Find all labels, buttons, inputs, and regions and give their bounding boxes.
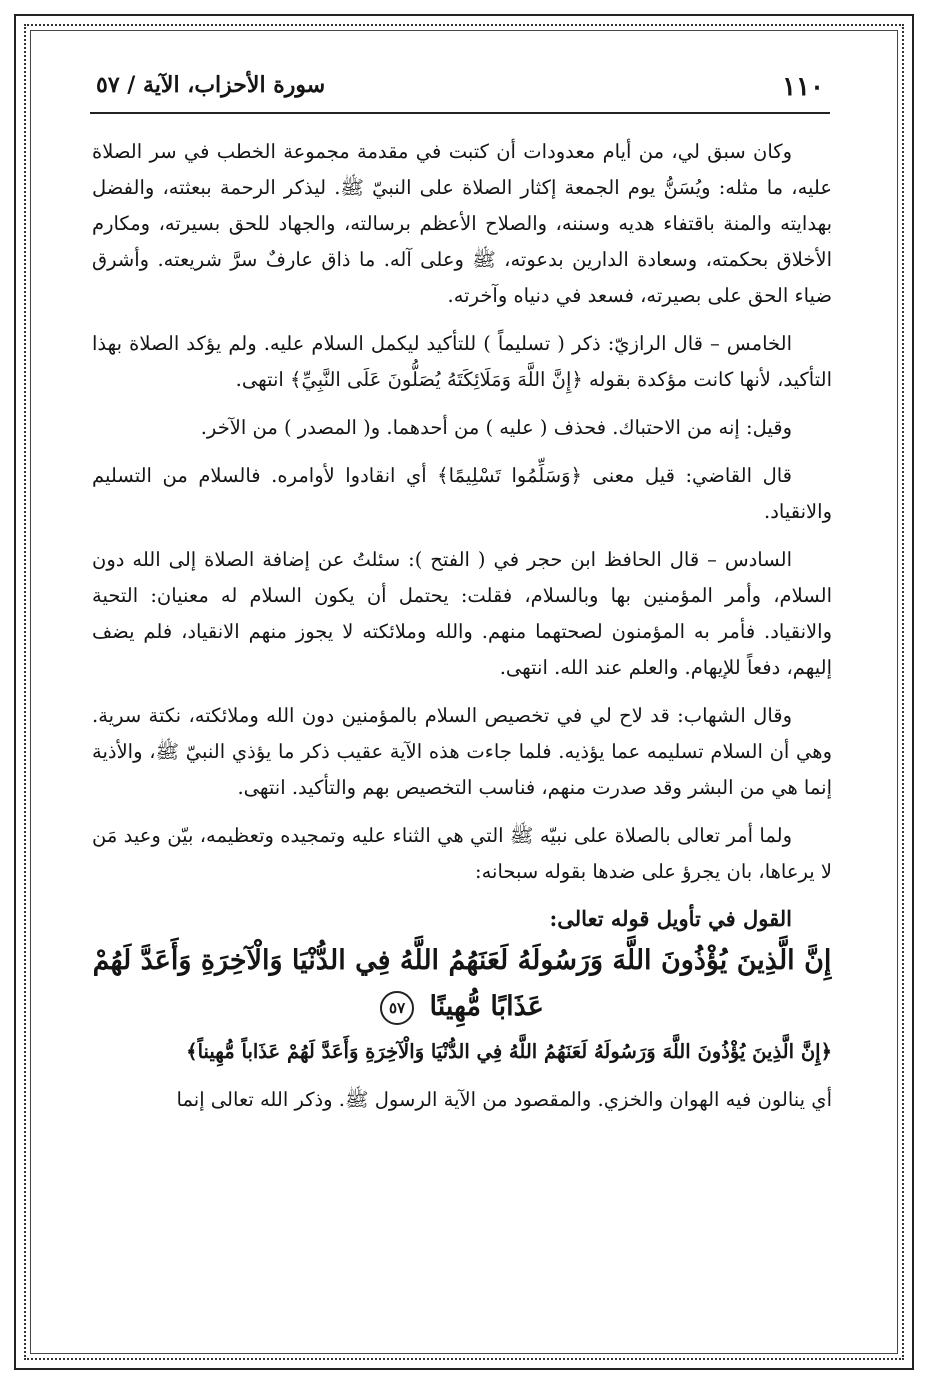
page-body xyxy=(92,134,832,1130)
running-title: سورة الأحزاب، الآية / ٥٧ xyxy=(96,72,326,98)
paragraph-3: وقيل: إنه من الاحتباك. فحذف ( عليه ) من أحدهما. و( المصدر ) من الآخر. xyxy=(200,416,792,439)
page-header xyxy=(90,66,830,114)
page-number: ١١٠ xyxy=(782,72,824,102)
verse-number-icon: ٥٧ xyxy=(380,991,414,1025)
paragraph-5: السادس – قال الحافظ ابن حجر في ( الفتح ): سئلتُ عن إضافة الصلاة إلى الله دون السلام، وأمر المؤمنين بها وبالسلام، فقلت: يحتمل أن يكون السلام له معنيان: التحية والانقياد. فأمر به المؤمنون لصحتهما منهم. والله وملائكته لا يجوز منهم الانقياد، فلم يضف إليهم، دفعاً للإيهام. والعلم عند الله. انتهى. xyxy=(92,548,832,679)
paragraph-6: وقال الشهاب: قد لاح لي في تخصيص السلام بالمؤمنين دون الله وملائكته، نكتة سرية. وهي أن السلام تسليمه عما يؤذيه. فلما جاءت هذه الآية عقيب ذكر ما يؤذي النبيّ ﷺ، والأذية إنما هي من البشر وقد صدرت منهم، فناسب التخصيص بهم والتأكيد. انتهى. xyxy=(92,704,832,799)
verse-quote: ﴿إِنَّ الَّذِينَ يُؤْذُونَ اللَّهَ وَرَسُولَهُ لَعَنَهُمُ اللَّهُ فِي الدُّنْيَا وَالْآخِرَةِ وَأَعَدَّ لَهُمْ عَذَاباً مُّهِيناً﴾ xyxy=(186,1040,832,1063)
paragraph-2: الخامس – قال الرازيّ: ذكر ( تسليماً ) للتأكيد ليكمل السلام عليه. ولم يؤكد الصلاة بهذا التأكيد، لأنها كانت مؤكدة بقوله ﴿إِنَّ اللَّهَ وَمَلَائِكَتَهُ يُصَلُّونَ عَلَى النَّبِيِّ﴾ انتهى. xyxy=(92,332,832,391)
paragraph-7: ولما أمر تعالى بالصلاة على نبيّه ﷺ التي هي الثناء عليه وتمجيده وتعظيمه، بيّن وعيد مَن لا يرعاها، بان يجرؤ على ضدها بقوله سبحانه: xyxy=(92,824,832,883)
section-heading: القول في تأويل قوله تعالى: xyxy=(549,906,792,931)
paragraph-4: قال القاضي: قيل معنى ﴿وَسَلِّمُوا تَسْلِيمًا﴾ أي انقادوا لأوامره. فالسلام من التسليم والانقياد. xyxy=(92,464,832,523)
verse-text: إِنَّ الَّذِينَ يُؤْذُونَ اللَّهَ وَرَسُولَهُ لَعَنَهُمُ اللَّهُ فِي الدُّنْيَا وَالْآخِرَةِ وَأَعَدَّ لَهُمْ عَذَابًا مُّهِينًا xyxy=(92,945,832,1022)
final-paragraph: أي ينالون فيه الهوان والخزي. والمقصود من الآية الرسول ﷺ. وذكر الله تعالى إنما xyxy=(176,1088,832,1111)
paragraph-1: وكان سبق لي، من أيام معدودات أن كتبت في مقدمة مجموعة الخطب في سر الصلاة عليه، ما مثله: ويُسَنُّ يوم الجمعة إكثار الصلاة على النبيّ ﷺ. ليذكر الرحمة ببعثته، والفضل بهدايته والمنة باقتفاء هديه وسننه، والصلاح الأعظم برسالته، والجهاد للحق بسيرته، ومكارم الأخلاق بحكمته، وسعادة الدارين بدعوته، ﷺ وعلى آله. ما ذاق عارفٌ سرَّ شريعته. وأشرق ضياء الحق على بصيرته، فسعد في دنياه وآخرته. xyxy=(92,140,832,307)
quran-verse xyxy=(92,938,832,1030)
